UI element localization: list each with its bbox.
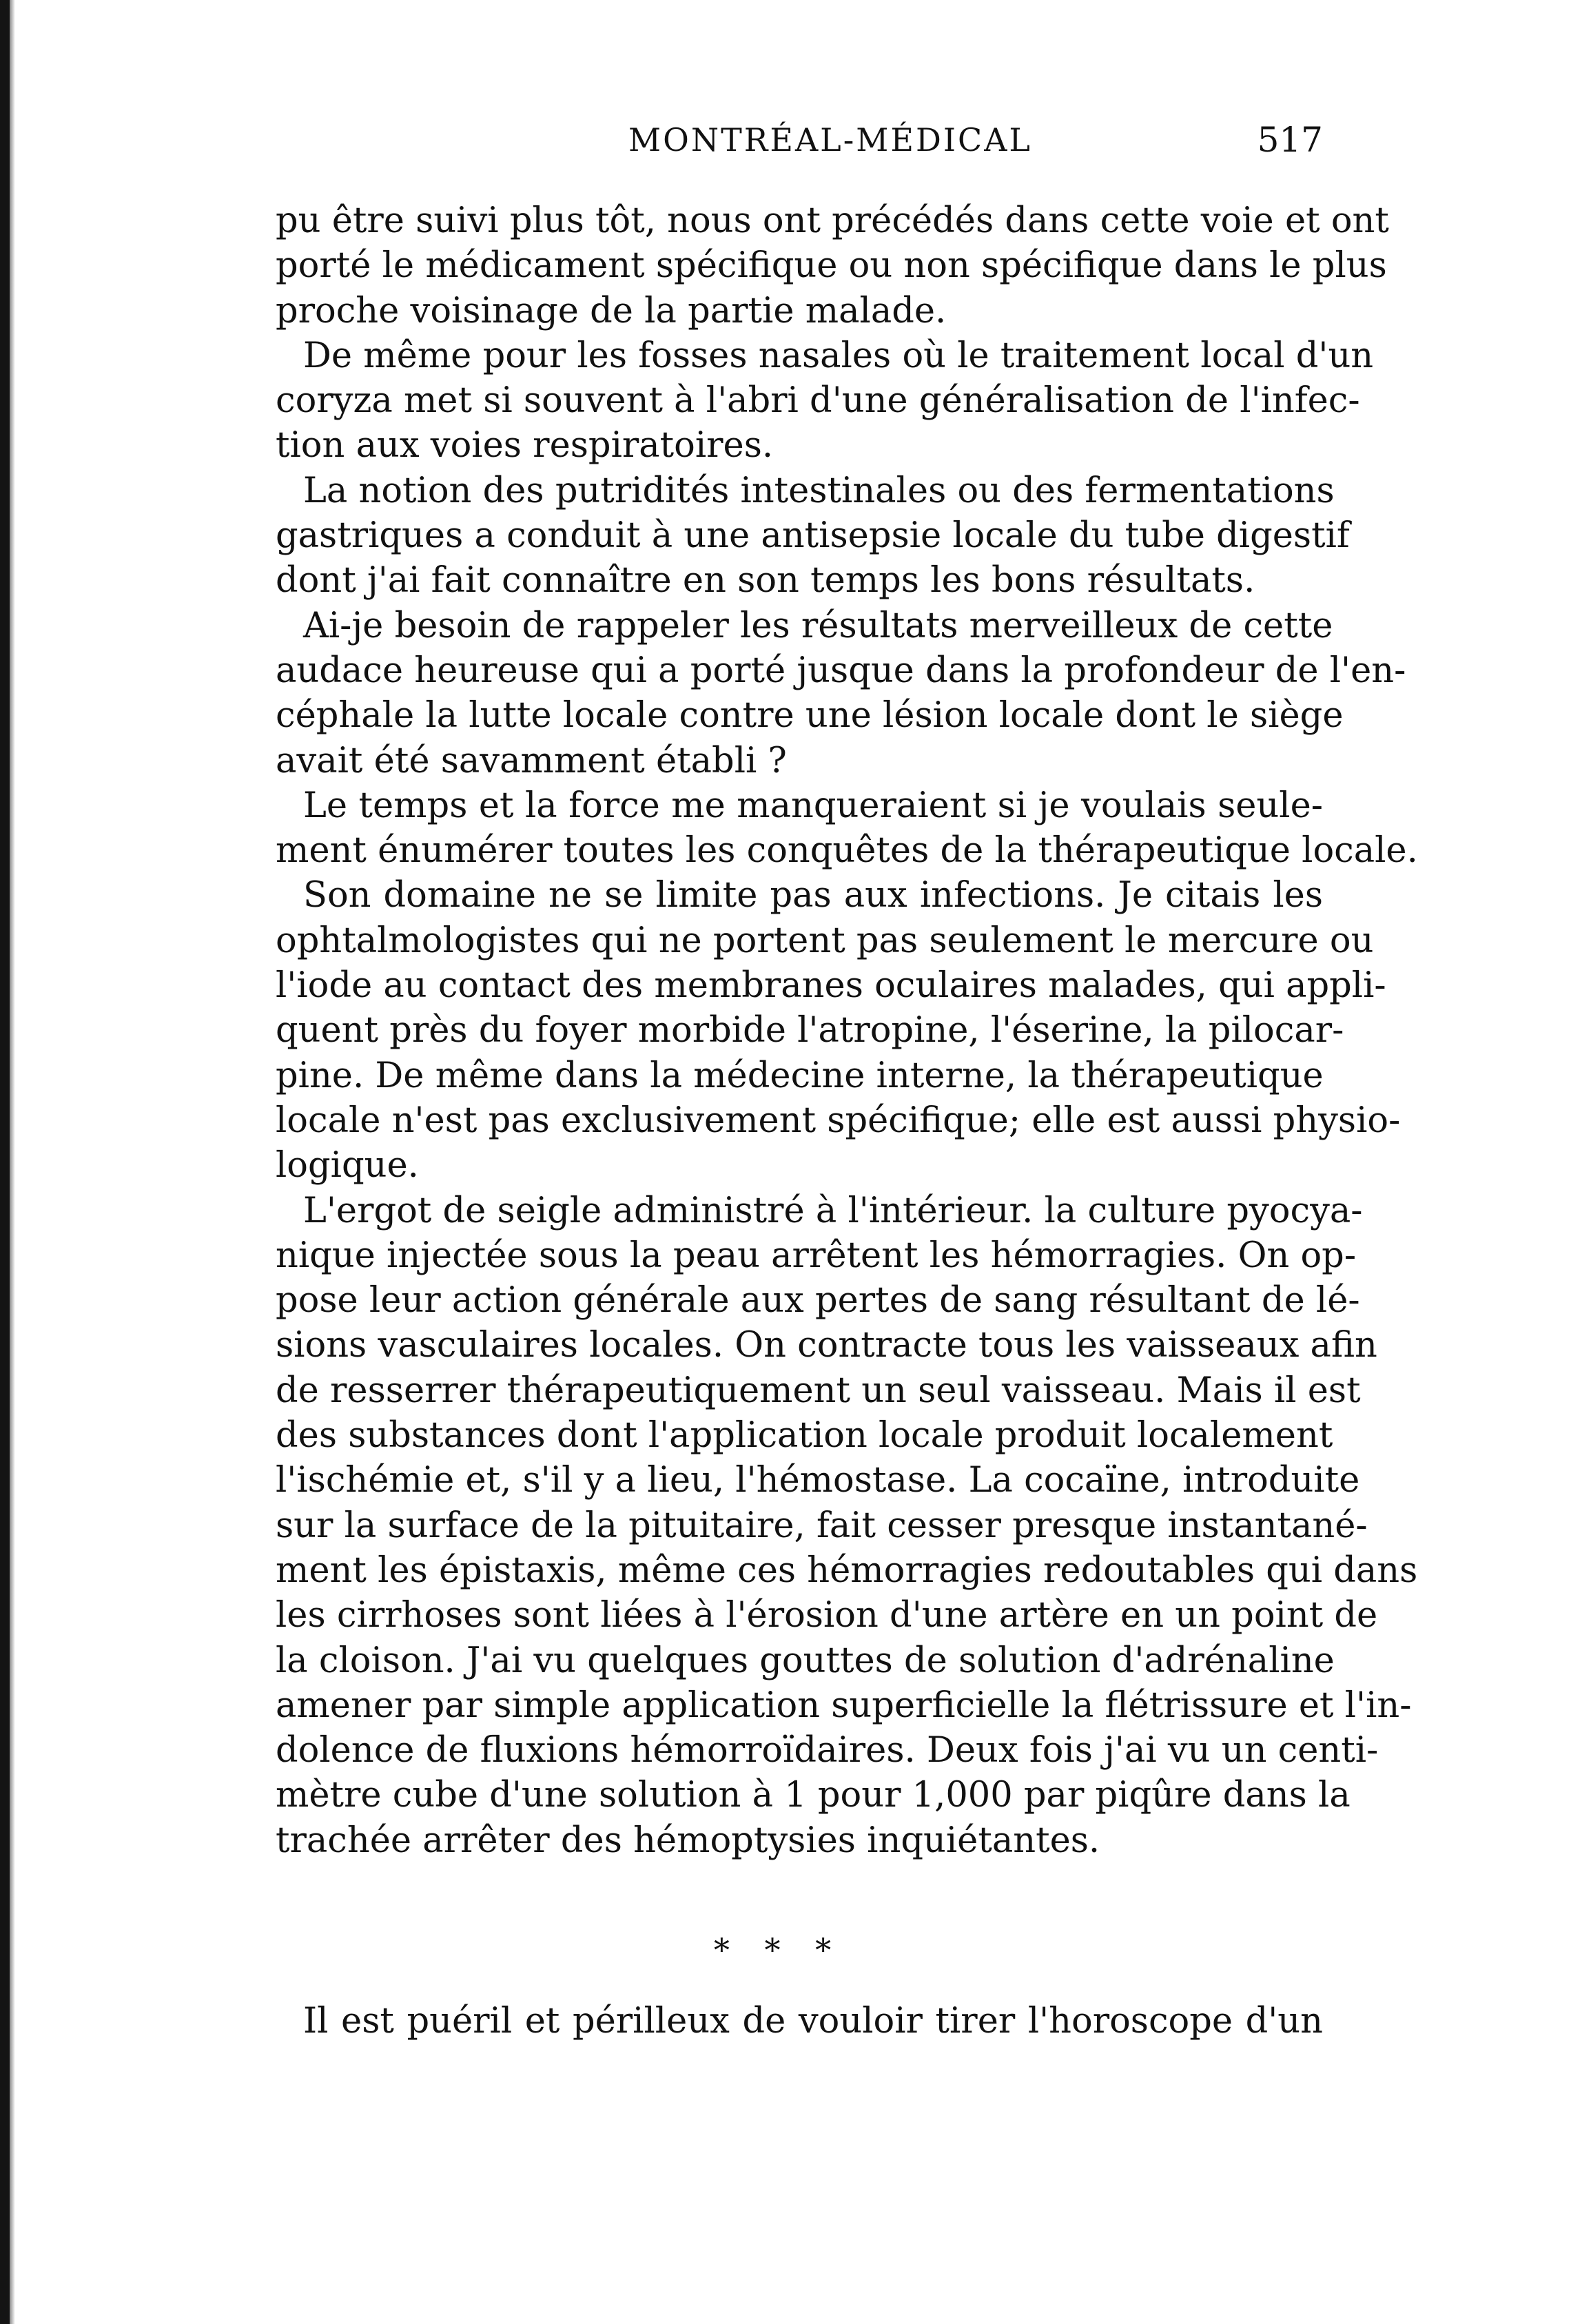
text-line: l'iode au contact des membranes oculaires malades, qui appli- [276, 965, 1386, 1007]
page-number: 517 [1257, 120, 1323, 160]
text-line: ment énumérer toutes les conquêtes de la thérapeutique locale. [276, 830, 1418, 872]
scan-page-edge [0, 0, 10, 2324]
text-line: amener par simple application superficielle la flétrissure et l'in- [276, 1685, 1412, 1726]
text-line: Son domaine ne se limite pas aux infections. Je citais les [303, 875, 1323, 916]
text-line: La notion des putridités intestinales ou des fermentations [303, 470, 1335, 511]
scan-edge-shadow [10, 0, 15, 2324]
text-line: pose leur action générale aux pertes de sang résultant de lé- [276, 1280, 1360, 1322]
text-line: quent près du foyer morbide l'atropine, l'éserine, la pilocar- [276, 1010, 1344, 1051]
text-line: avait été savamment établi ? [276, 740, 787, 781]
text-line: sur la surface de la pituitaire, fait cesser presque instantané- [276, 1505, 1368, 1546]
text-line: Le temps et la force me manqueraient si je voulais seule- [303, 785, 1323, 826]
text-line: coryza met si souvent à l'abri d'une généralisation de l'infec- [276, 380, 1360, 422]
text-line: De même pour les fosses nasales où le traitement local d'un [303, 335, 1374, 376]
text-line: la cloison. J'ai vu quelques gouttes de solution d'adrénaline [276, 1640, 1335, 1681]
text-line: de resserrer thérapeutiquement un seul vaisseau. Mais il est [276, 1370, 1361, 1411]
text-line: ophtalmologistes qui ne portent pas seulement le mercure ou [276, 920, 1374, 961]
text-line: trachée arrêter des hémoptysies inquiétantes. [276, 1820, 1100, 1861]
text-line: audace heureuse qui a porté jusque dans la profondeur de l'en- [276, 650, 1406, 691]
body-text [276, 198, 1418, 1863]
text-line: proche voisinage de la partie malade. [276, 290, 947, 331]
text-line: logique. [276, 1145, 419, 1186]
text-line: dont j'ai fait connaître en son temps les bons résultats. [276, 560, 1255, 601]
text-line: dolence de fluxions hémorroïdaires. Deux fois j'ai vu un centi- [276, 1730, 1379, 1771]
text-line: les cirrhoses sont liées à l'érosion d'une artère en un point de [276, 1595, 1378, 1636]
text-line: sions vasculaires locales. On contracte tous les vaisseaux afin [276, 1325, 1377, 1366]
text-line: porté le médicament spécifique ou non spécifique dans le plus [276, 245, 1387, 287]
text-line: pu être suivi plus tôt, nous ont précédés dans cette voie et ont [276, 200, 1389, 241]
text-line: pine. De même dans la médecine interne, la thérapeutique [276, 1055, 1324, 1096]
text-line: locale n'est pas exclusivement spécifique; elle est aussi physio- [276, 1100, 1401, 1141]
journal-title: MONTRÉAL-MÉDICAL [628, 121, 1032, 158]
section-separator: * * * [713, 1931, 844, 1968]
text-line: des substances dont l'application locale produit localement [276, 1415, 1333, 1457]
closing-line: Il est puéril et périlleux de vouloir tirer l'horoscope d'un [303, 2001, 1323, 2042]
text-line: ment les épistaxis, même ces hémorragies redoutables qui dans [276, 1550, 1418, 1591]
text-line: tion aux voies respiratoires. [276, 425, 774, 466]
text-line: l'ischémie et, s'il y a lieu, l'hémostase. La cocaïne, introduite [276, 1460, 1360, 1501]
text-line: gastriques a conduit à une antisepsie locale du tube digestif [276, 515, 1350, 557]
text-line: mètre cube d'une solution à 1 pour 1,000 par piqûre dans la [276, 1775, 1351, 1816]
running-head [276, 116, 1323, 164]
text-line: L'ergot de seigle administré à l'intérieur. la culture pyocya- [303, 1190, 1363, 1231]
text-line: Ai-je besoin de rappeler les résultats merveilleux de cette [303, 605, 1333, 646]
text-line: nique injectée sous la peau arrêtent les hémorragies. On op- [276, 1235, 1357, 1276]
text-line: céphale la lutte locale contre une lésion locale dont le siège [276, 695, 1344, 737]
